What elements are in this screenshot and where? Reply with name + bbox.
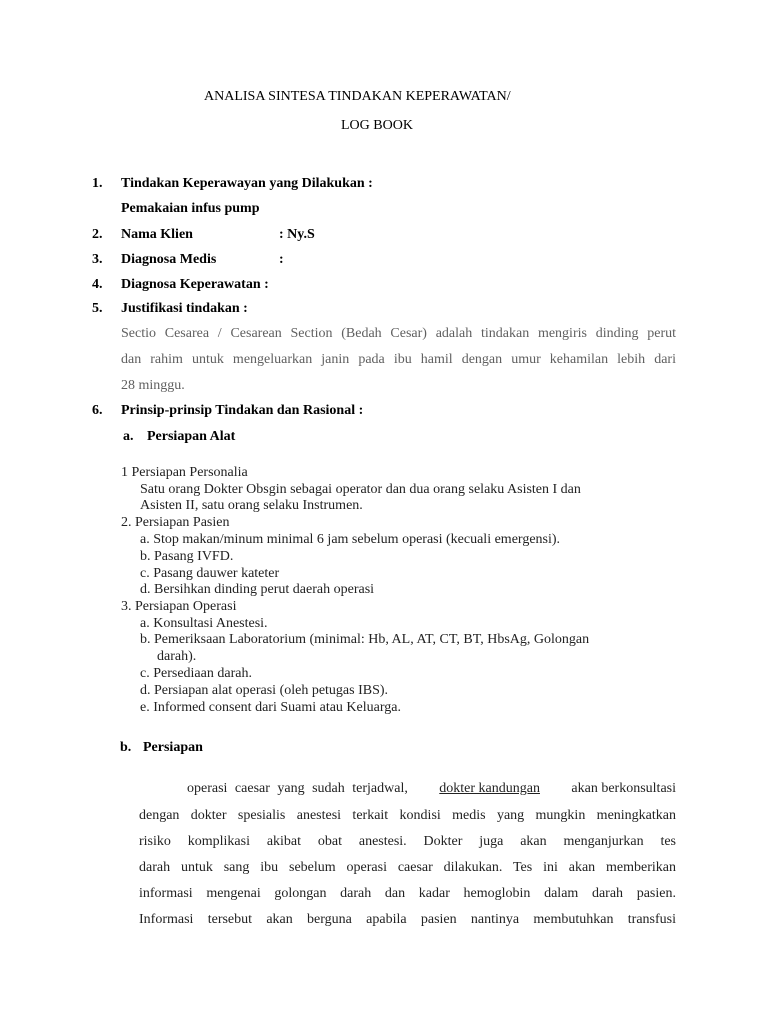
item-number: 1. (92, 176, 103, 191)
item-value: : (279, 252, 284, 267)
prep-heading: 2. Persiapan Pasien (121, 515, 230, 530)
prep-heading: 3. Persiapan Operasi (121, 599, 237, 614)
prep-line: Asisten II, satu orang selaku Instrumen. (140, 498, 363, 513)
item-label: Diagnosa Medis (121, 252, 217, 267)
body-paragraph (139, 808, 676, 938)
justification-line: 28 minggu. (121, 378, 185, 393)
document-title: ANALISA SINTESA TINDAKAN KEPERAWATAN/ (204, 89, 511, 104)
item-label: Prinsip-prinsip Tindakan dan Rasional : (121, 403, 364, 418)
prep-line: b. Pemeriksaan Laboratorium (minimal: Hb, AL, AT, CT, BT, HbsAg, Golongan (140, 632, 590, 647)
prep-heading: 1 Persiapan Personalia (121, 465, 248, 480)
item-label: Justifikasi tindakan : (121, 301, 248, 316)
prep-line: a. Konsultasi Anestesi. (140, 616, 268, 631)
item-number: 6. (92, 403, 103, 418)
prep-line: darah). (157, 649, 197, 664)
prep-line: b. Pasang IVFD. (140, 549, 234, 564)
item-number: 4. (92, 277, 103, 292)
section-a-title: Persiapan Alat (147, 429, 236, 444)
dokter-kandungan-link[interactable]: dokter kandungan (439, 781, 540, 796)
item-label: Tindakan Keperawayan yang Dilakukan : (121, 176, 373, 191)
prep-line: c. Persediaan darah. (140, 666, 252, 681)
section-a-letter: a. (123, 429, 134, 444)
item-number: 3. (92, 252, 103, 267)
item-number: 2. (92, 227, 103, 242)
item-label: Nama Klien (121, 227, 193, 242)
item-value: Pemakaian infus pump (121, 201, 260, 216)
body-first-line (187, 781, 676, 797)
prep-line: d. Persiapan alat operasi (oleh petugas IBS). (140, 683, 389, 698)
section-b-letter: b. (120, 740, 132, 755)
prep-line: Satu orang Dokter Obsgin sebagai operator dan dua orang selaku Asisten I dan (140, 482, 581, 497)
item-number: 5. (92, 301, 103, 316)
justification-line: Sectio Cesarea / Cesarean Section (Bedah Cesar) adalah tindakan mengiris dinding perut (121, 326, 676, 341)
item-value: : Ny.S (279, 227, 315, 242)
body-line: darah untuk sang ibu sebelum operasi caesar dilakukan. Tes ini akan memberikan (139, 860, 676, 875)
prep-line: c. Pasang dauwer kateter (140, 566, 280, 581)
body-line: risiko komplikasi akibat obat anestesi. Dokter juga akan menganjurkan tes (139, 834, 676, 849)
justification-paragraph (121, 326, 676, 404)
body-text: operasi caesar yang sudah terjadwal, (187, 781, 408, 796)
body-text: akan berkonsultasi (571, 781, 676, 796)
section-b-title: Persiapan (143, 740, 203, 755)
justification-line: dan rahim untuk mengeluarkan janin pada ibu hamil dengan umur kehamilan lebih dari (121, 352, 676, 367)
item-label: Diagnosa Keperawatan : (121, 277, 269, 292)
prep-line: a. Stop makan/minum minimal 6 jam sebelum operasi (kecuali emergensi). (140, 532, 561, 547)
body-line: informasi mengenai golongan darah dan kadar hemoglobin dalam darah pasien. (139, 886, 676, 901)
body-line: Informasi tersebut akan berguna apabila pasien nantinya membutuhkan transfusi (139, 912, 676, 927)
document-subtitle: LOG BOOK (341, 118, 413, 133)
prep-line: e. Informed consent dari Suami atau Keluarga. (140, 700, 401, 715)
prep-line: d. Bersihkan dinding perut daerah operasi (140, 582, 375, 597)
body-line: dengan dokter spesialis anestesi terkait kondisi medis yang mungkin meningkatkan (139, 808, 676, 823)
